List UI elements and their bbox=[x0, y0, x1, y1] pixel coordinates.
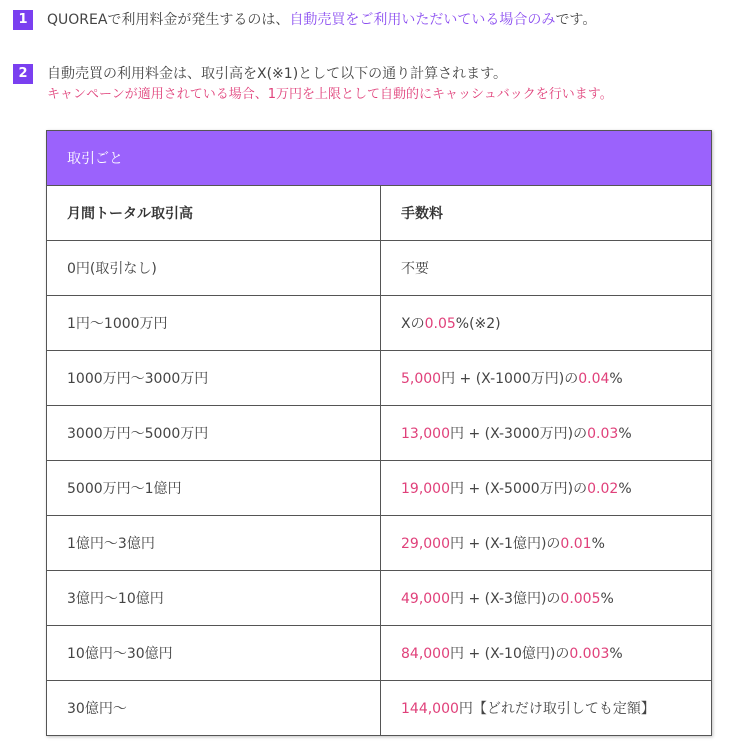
table-caption: 取引ごと bbox=[47, 131, 712, 186]
fee-text: 不要 bbox=[401, 261, 429, 277]
table-row bbox=[47, 681, 712, 736]
fee-highlight: 5,000 bbox=[401, 371, 442, 387]
column-header-fee: 手数料 bbox=[381, 186, 712, 241]
table-row bbox=[47, 571, 712, 626]
fee-text: 円【どれだけ取引しても定額】 bbox=[458, 701, 655, 717]
note-text-block bbox=[47, 64, 613, 104]
volume-cell: 3億円〜10億円 bbox=[47, 571, 381, 626]
column-header-volume: 月間トータル取引高 bbox=[47, 186, 381, 241]
table-row bbox=[47, 296, 712, 351]
volume-cell: 3000万円〜5000万円 bbox=[47, 406, 381, 461]
table-body bbox=[47, 241, 712, 736]
table-row bbox=[47, 351, 712, 406]
fee-highlight: 0.02 bbox=[587, 481, 619, 497]
volume-cell: 1000万円〜3000万円 bbox=[47, 351, 381, 406]
fee-highlight: 0.05 bbox=[424, 316, 456, 332]
fee-text: %(※2) bbox=[455, 316, 501, 332]
fee-highlight: 29,000 bbox=[401, 536, 450, 552]
fee-highlight: 144,000 bbox=[401, 701, 459, 717]
fee-cell bbox=[381, 681, 712, 736]
fee-cell bbox=[381, 406, 712, 461]
table-row bbox=[47, 461, 712, 516]
volume-cell: 0円(取引なし) bbox=[47, 241, 381, 296]
fee-highlight: 0.01 bbox=[560, 536, 592, 552]
fee-highlight: 0.003 bbox=[569, 646, 610, 662]
note-item-1 bbox=[13, 10, 596, 30]
fee-text: % bbox=[600, 591, 614, 607]
note-text bbox=[47, 10, 596, 30]
fee-text: % bbox=[591, 536, 605, 552]
text-segment: QUOREAで利用料金が発生するのは、 bbox=[47, 12, 290, 28]
table-row bbox=[47, 516, 712, 571]
fee-text: 円 + (X-3億円)の bbox=[450, 591, 561, 607]
fee-text: 円 + (X-5000万円)の bbox=[450, 481, 588, 497]
fee-cell bbox=[381, 296, 712, 351]
volume-cell: 5000万円〜1億円 bbox=[47, 461, 381, 516]
fee-text: 円 + (X-1億円)の bbox=[450, 536, 561, 552]
fee-cell bbox=[381, 351, 712, 406]
fee-cell bbox=[381, 516, 712, 571]
highlight-text: 自動売買をご利用いただいている場合のみ bbox=[289, 12, 556, 28]
table-row bbox=[47, 406, 712, 461]
campaign-note: キャンペーンが適用されている場合、1万円を上限として自動的にキャッシュバックを行います。 bbox=[47, 87, 613, 102]
fee-highlight: 49,000 bbox=[401, 591, 450, 607]
fee-cell bbox=[381, 461, 712, 516]
fee-cell bbox=[381, 241, 712, 296]
fee-text: 円 + (X-10億円)の bbox=[450, 646, 570, 662]
fee-text: % bbox=[618, 481, 632, 497]
volume-cell: 30億円〜 bbox=[47, 681, 381, 736]
fee-highlight: 0.03 bbox=[587, 426, 619, 442]
fee-text: 円 + (X-3000万円)の bbox=[450, 426, 588, 442]
table-row bbox=[47, 626, 712, 681]
fee-text: % bbox=[618, 426, 632, 442]
note-item-2 bbox=[13, 64, 613, 104]
volume-cell: 1円〜1000万円 bbox=[47, 296, 381, 351]
fee-text: 円 + (X-1000万円)の bbox=[441, 371, 579, 387]
note-text: 自動売買の利用料金は、取引高をX(※1)として以下の通り計算されます。 bbox=[47, 66, 508, 82]
volume-cell: 10億円〜30億円 bbox=[47, 626, 381, 681]
fee-cell bbox=[381, 626, 712, 681]
number-badge: 1 bbox=[13, 10, 33, 30]
fee-highlight: 0.04 bbox=[578, 371, 610, 387]
fee-highlight: 0.005 bbox=[560, 591, 601, 607]
table-row bbox=[47, 241, 712, 296]
fee-text: % bbox=[609, 646, 623, 662]
fee-highlight: 19,000 bbox=[401, 481, 450, 497]
number-badge: 2 bbox=[13, 64, 33, 84]
fee-cell bbox=[381, 571, 712, 626]
fee-highlight: 84,000 bbox=[401, 646, 450, 662]
fee-table bbox=[46, 130, 712, 736]
fee-highlight: 13,000 bbox=[401, 426, 450, 442]
text-segment: です。 bbox=[555, 12, 597, 28]
volume-cell: 1億円〜3億円 bbox=[47, 516, 381, 571]
fee-text: % bbox=[609, 371, 623, 387]
fee-text: Xの bbox=[401, 316, 425, 332]
